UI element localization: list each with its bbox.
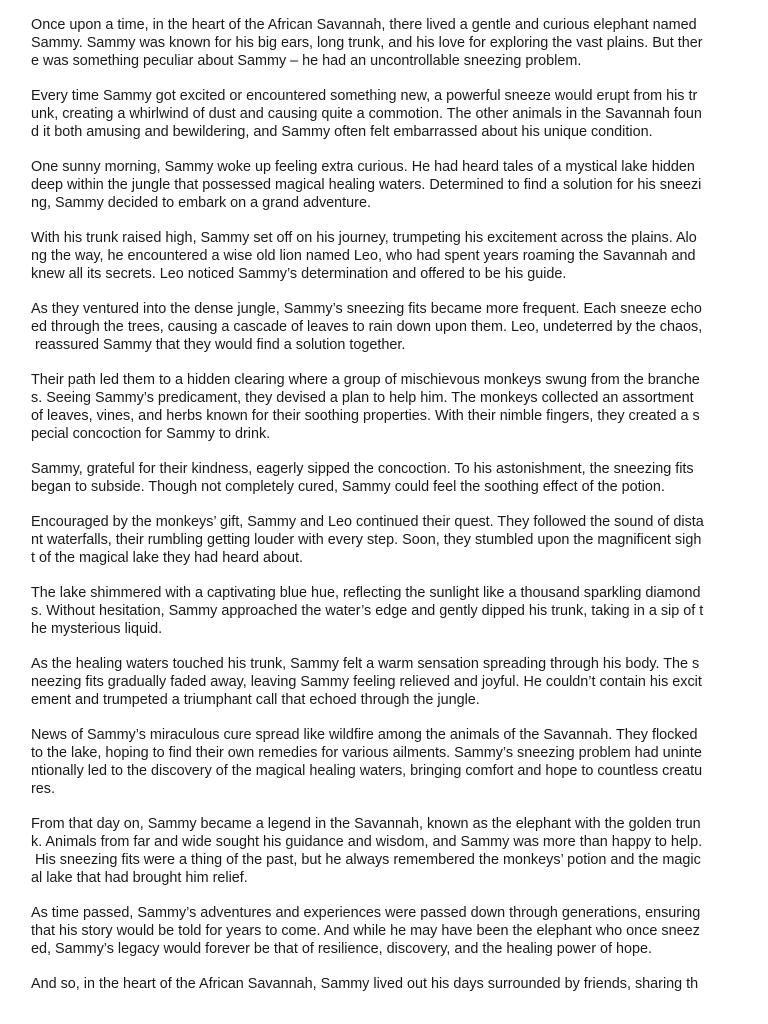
paragraph-line: ng the way, he encountered a wise old lion named Leo, who had spent years roaming the Savannah and xyxy=(31,248,696,264)
paragraph-line: Encouraged by the monkeys’ gift, Sammy and Leo continued their quest. They followed the sound of dista xyxy=(31,514,704,530)
story-paragraph xyxy=(31,513,741,567)
paragraph-line: of leaves, vines, and herbs known for their soothing properties. With their nimble fingers, they created a s xyxy=(31,408,700,424)
paragraph-line: ed through the trees, causing a cascade of leaves to rain down upon them. Leo, undeterred by the chaos, xyxy=(31,319,703,335)
story-paragraph xyxy=(31,300,741,354)
paragraph-line: s. Without hesitation, Sammy approached the water’s edge and gently dipped his trunk, taking in a sip of t xyxy=(31,603,704,619)
paragraph-line: ng, Sammy decided to embark on a grand adventure. xyxy=(31,195,371,211)
paragraph-line: pecial concoction for Sammy to drink. xyxy=(31,426,271,442)
story-paragraph xyxy=(31,815,741,887)
paragraph-line: One sunny morning, Sammy woke up feeling extra curious. He had heard tales of a mystical lake hidden xyxy=(31,159,695,175)
paragraph-line: Sammy, grateful for their kindness, eagerly sipped the concoction. To his astonishment, the sneezing fits xyxy=(31,461,694,477)
paragraph-line: e was something peculiar about Sammy – he had an uncontrollable sneezing problem. xyxy=(31,53,582,69)
story-paragraph xyxy=(31,229,741,283)
story-paragraph xyxy=(31,87,741,141)
paragraph-line: Sammy. Sammy was known for his big ears, long trunk, and his love for exploring the vast plains. But ther xyxy=(31,35,703,51)
paragraph-line: ed, Sammy’s legacy would forever be that of resilience, discovery, and the healing power of hope. xyxy=(31,941,653,957)
paragraph-line: al lake that had brought him relief. xyxy=(31,870,248,886)
paragraph-line: that his story would be told for years to come. And while he may have been the elephant who once sneez xyxy=(31,923,700,939)
paragraph-line: res. xyxy=(31,781,55,797)
story-paragraph xyxy=(31,158,741,212)
paragraph-line: Every time Sammy got excited or encountered something new, a powerful sneeze would erupt from his tr xyxy=(31,88,698,104)
story-paragraph xyxy=(31,16,741,70)
story-paragraph xyxy=(31,584,741,638)
paragraph-line: Once upon a time, in the heart of the African Savannah, there lived a gentle and curious elephant named xyxy=(31,17,697,33)
paragraph-line: His sneezing fits were a thing of the past, but he always remembered the monkeys’ potion and the magic xyxy=(31,852,701,868)
paragraph-line: nt waterfalls, their rumbling getting louder with every step. Soon, they stumbled upon the magnificent sigh xyxy=(31,532,702,548)
paragraph-line: As the healing waters touched his trunk, Sammy felt a warm sensation spreading through his body. The s xyxy=(31,656,700,672)
paragraph-line: began to subside. Though not completely cured, Sammy could feel the soothing effect of the potion. xyxy=(31,479,665,495)
paragraph-line: The lake shimmered with a captivating blue hue, reflecting the sunlight like a thousand sparkling diamond xyxy=(31,585,701,601)
paragraph-line: he mysterious liquid. xyxy=(31,621,163,637)
paragraph-line: unk, creating a whirlwind of dust and causing quite a commotion. The other animals in the Savannah foun xyxy=(31,106,702,122)
paragraph-line: As they ventured into the dense jungle, Sammy’s sneezing fits became more frequent. Each sneeze echo xyxy=(31,301,702,317)
paragraph-line: reassured Sammy that they would find a solution together. xyxy=(31,337,406,353)
story-paragraph xyxy=(31,726,741,798)
paragraph-line: News of Sammy’s miraculous cure spread like wildfire among the animals of the Savannah. They flocked xyxy=(31,727,698,743)
paragraph-line: Their path led them to a hidden clearing where a group of mischievous monkeys swung from the branche xyxy=(31,372,700,388)
paragraph-line: As time passed, Sammy’s adventures and experiences were passed down through generations, ensuring xyxy=(31,905,701,921)
paragraph-line: deep within the jungle that possessed magical healing waters. Determined to find a solution for his sneezi xyxy=(31,177,702,193)
story-text xyxy=(31,16,741,1010)
paragraph-line: k. Animals from far and wide sought his guidance and wisdom, and Sammy was more than happy to help. xyxy=(31,834,703,850)
paragraph-line: s. Seeing Sammy’s predicament, they devised a plan to help him. The monkeys collected an assortment xyxy=(31,390,694,406)
paragraph-line: And so, in the heart of the African Savannah, Sammy lived out his days surrounded by friends, sharing th xyxy=(31,976,699,992)
paragraph-line: to the lake, hoping to find their own remedies for various ailments. Sammy’s sneezing problem had uninte xyxy=(31,745,702,761)
story-paragraph xyxy=(31,371,741,443)
paragraph-line: ntionally led to the discovery of the magical healing waters, bringing comfort and hope to countless creatu xyxy=(31,763,703,779)
story-paragraph xyxy=(31,655,741,709)
paragraph-line: neezing fits gradually faded away, leaving Sammy feeling relieved and joyful. He couldn’t contain his excit xyxy=(31,674,702,690)
story-paragraph xyxy=(31,975,741,993)
story-paragraph xyxy=(31,460,741,496)
paragraph-line: t of the magical lake they had heard about. xyxy=(31,550,304,566)
paragraph-line: knew all its secrets. Leo noticed Sammy’s determination and offered to be his guide. xyxy=(31,266,567,282)
paragraph-line: ement and trumpeted a triumphant call that echoed through the jungle. xyxy=(31,692,480,708)
story-paragraph xyxy=(31,904,741,958)
paragraph-line: From that day on, Sammy became a legend in the Savannah, known as the elephant with the golden trun xyxy=(31,816,701,832)
paragraph-line: With his trunk raised high, Sammy set off on his journey, trumpeting his excitement across the plains. Alo xyxy=(31,230,697,246)
paragraph-line: d it both amusing and bewildering, and Sammy often felt embarrassed about his unique condition. xyxy=(31,124,653,140)
